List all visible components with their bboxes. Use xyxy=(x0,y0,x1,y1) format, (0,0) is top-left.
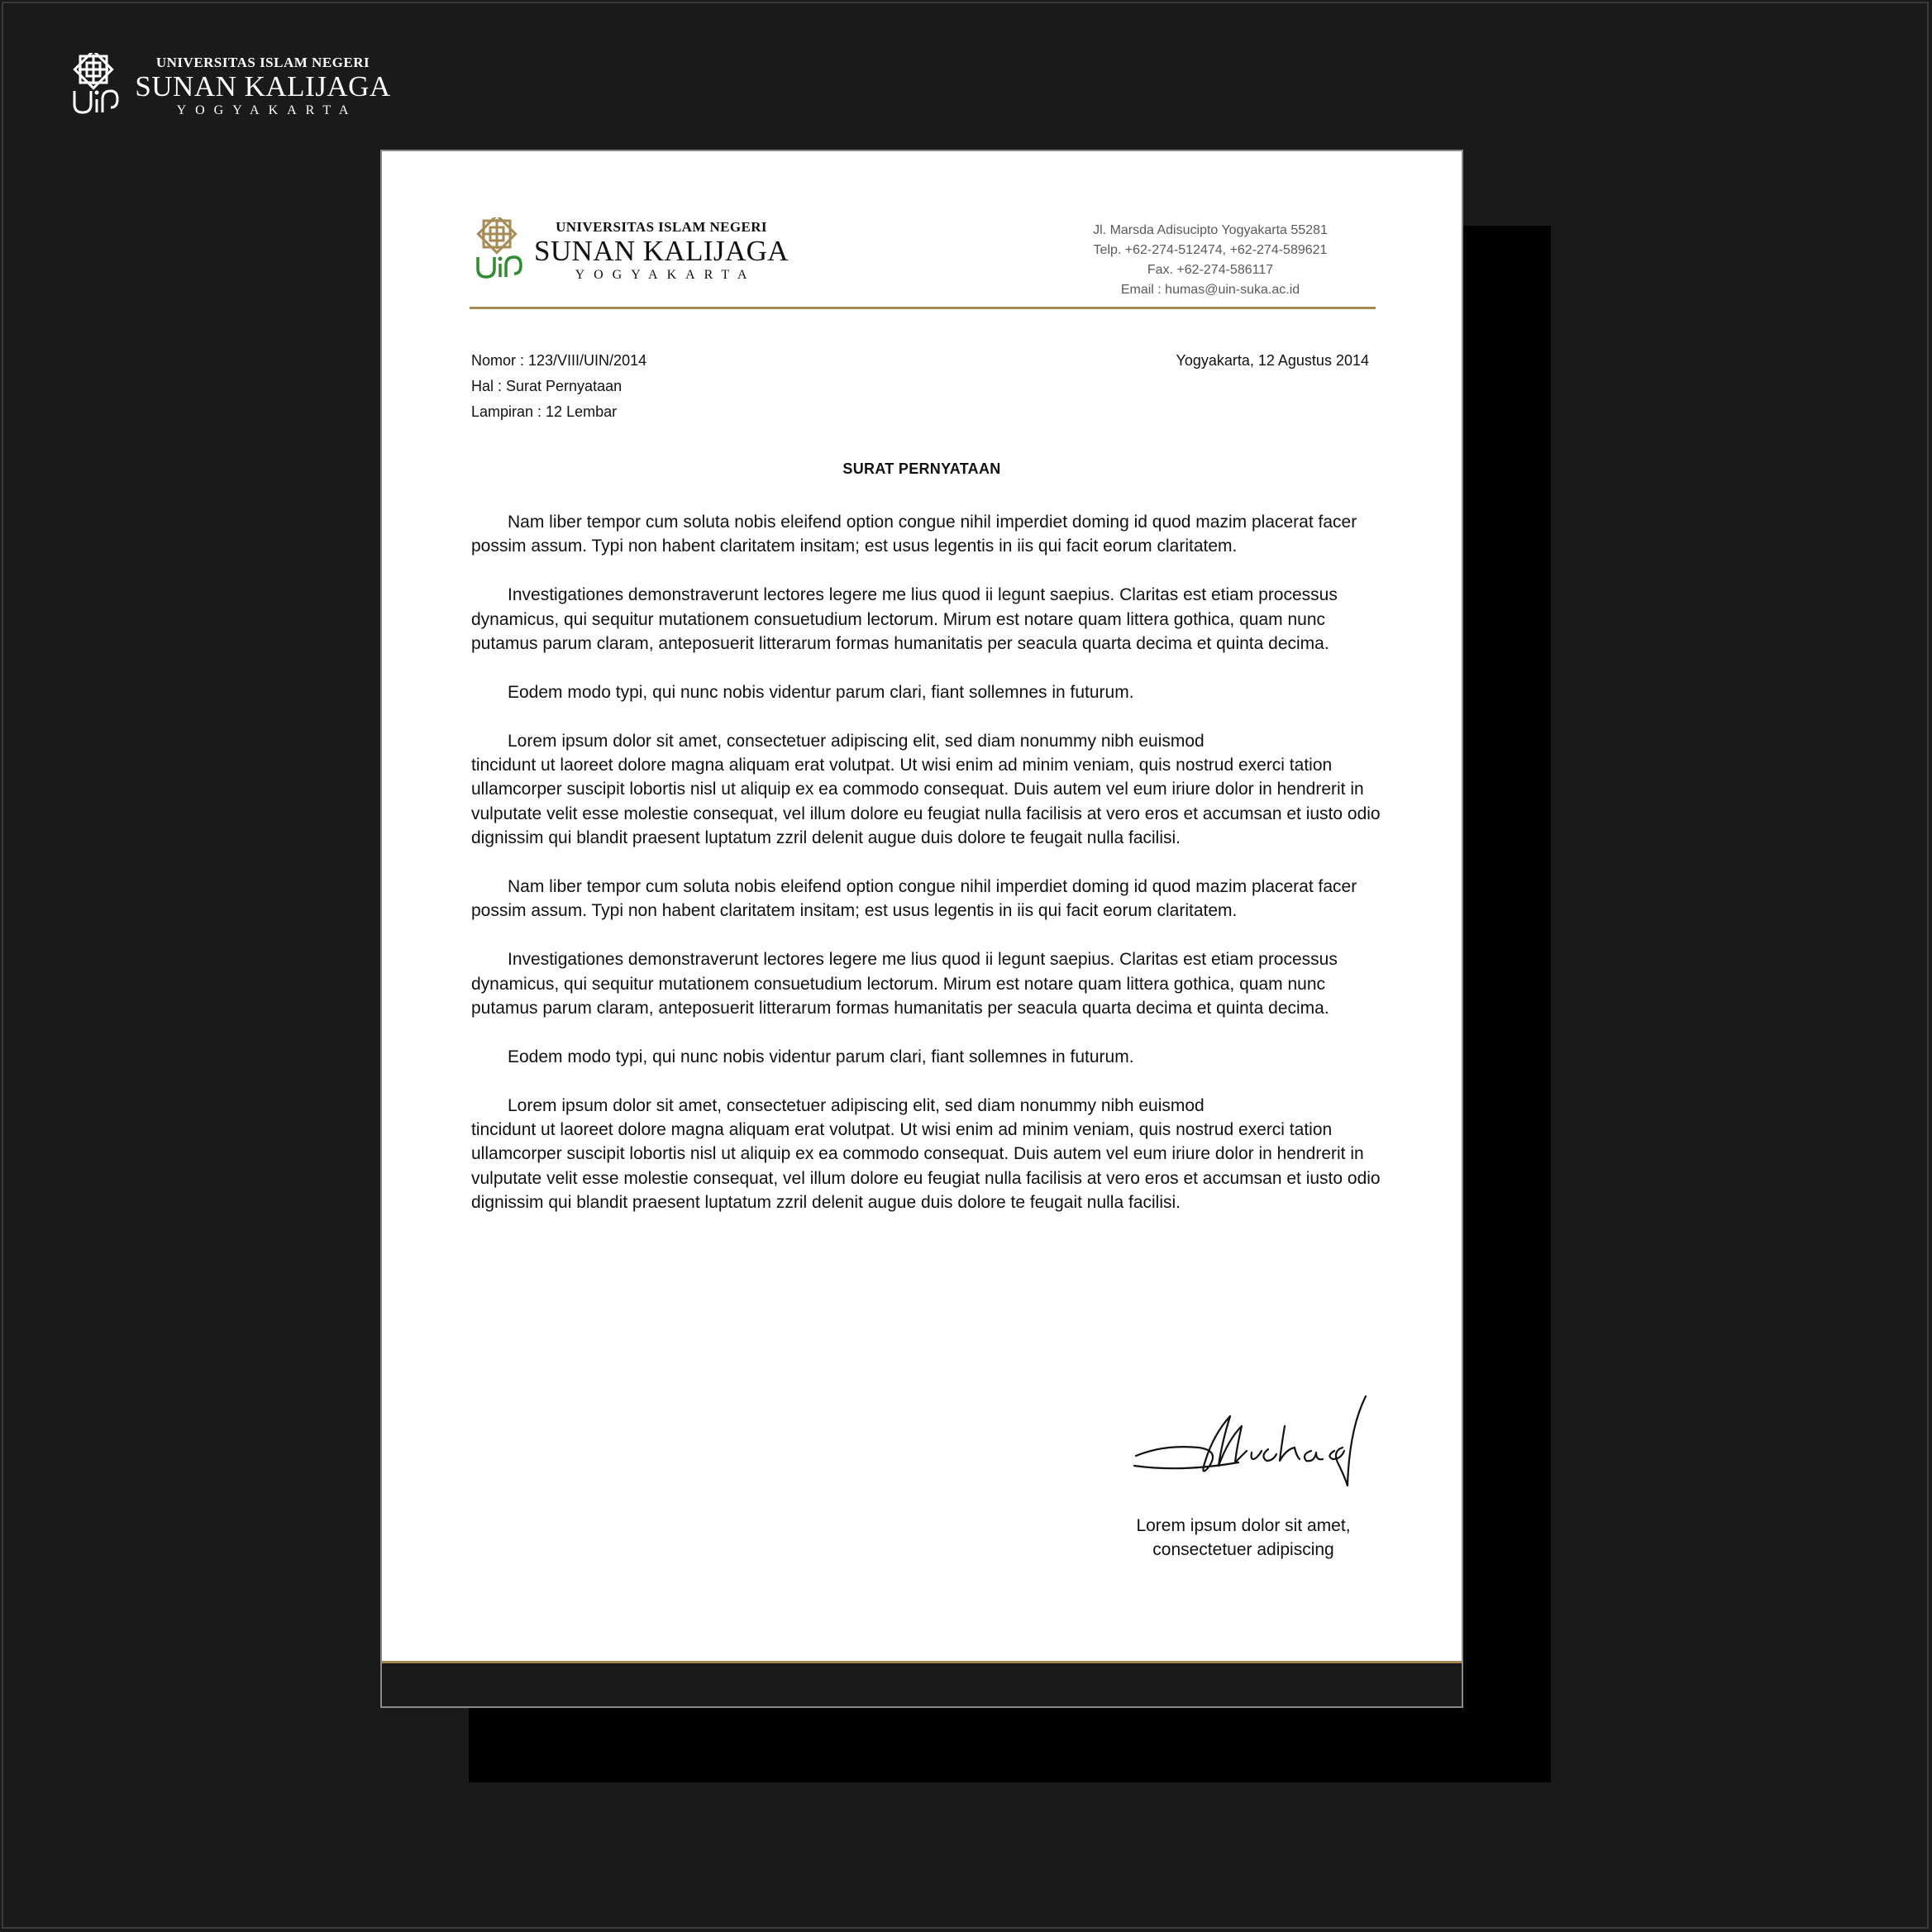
letter-nomor: Nomor : 123/VIII/UIN/2014 xyxy=(471,352,647,369)
body-paragraph: Investigationes demonstraverunt lectores legere me lius quod ii legunt saepius. Claritas est etiam processus dynamicus, qui sequitur mutationem consuetudium lectorum. Mirum est notare quam littera gothica, quam nunc putamus parum claram, anteposuerit litterarum formas humanitatis per seacula quarta decima et quinta decima. xyxy=(471,950,1338,1018)
letter-body xyxy=(471,510,1381,1239)
letterhead-contact xyxy=(946,221,1376,300)
letterhead-text xyxy=(529,219,794,283)
contact-phone: Telp. +62-274-512474, +62-274-589621 xyxy=(1093,243,1328,257)
body-paragraph: Lorem ipsum dolor sit amet, consectetuer adipiscing elit, sed diam nonummy nibh euismod tincidunt ut laoreet dolore magna aliquam erat volutpat. Ut wisi enim ad minim veniam, quis nostrud exerci tation ullamcorper suscipit lobortis nisl ut aliquip ex ea commodo consequat. Duis autem vel eum iriure dolor in hendrerit in vulputate velit esse molestie consequat, vel illum dolore eu feugiat nulla facilisis at vero eros et accumsan et iusto odio dignissim qui blandit praesent luptatum zzril delenit augue duis dolore te feugait nulla facilisi. xyxy=(471,731,1381,848)
brand-name-line: SUNAN KALIJAGA xyxy=(135,70,391,103)
letter-date: Yogyakarta, 12 Agustus 2014 xyxy=(1176,352,1369,369)
letterhead-divider xyxy=(470,307,1376,309)
body-paragraph: Investigationes demonstraverunt lectores legere me lius quod ii legunt saepius. Claritas est etiam processus dynamicus, qui sequitur mutationem consuetudium lectorum. Mirum est notare quam littera gothica, quam nunc putamus parum claram, anteposuerit litterarum formas humanitatis per seacula quarta decima et quinta decima. xyxy=(471,585,1338,654)
brand-city-line: YOGYAKARTA xyxy=(176,103,358,117)
letter-lampiran: Lampiran : 12 Lembar xyxy=(471,403,618,420)
brand-university-line: UNIVERSITAS ISLAM NEGERI xyxy=(155,55,370,70)
uin-emblem-icon xyxy=(66,53,121,124)
paper-footer-band xyxy=(382,1661,1462,1706)
letterhead-city-line: YOGYAKARTA xyxy=(575,268,756,282)
body-paragraph: Eodem modo typi, qui nunc nobis videntur parum clari, fiant sollemnes in futurum. xyxy=(508,682,1134,702)
letterhead-university-line: UNIVERSITAS ISLAM NEGERI xyxy=(556,219,767,235)
body-paragraph: Nam liber tempor cum soluta nobis eleifend option congue nihil imperdiet doming id quod mazim placerat facer possim assum. Typi non habent claritatem insitam; est usus legentis in iis qui facit eorum claritatem. xyxy=(471,513,1357,556)
brand-text xyxy=(131,53,395,118)
contact-fax: Fax. +62-274-586117 xyxy=(1147,263,1274,277)
contact-address: Jl. Marsda Adisucipto Yogyakarta 55281 xyxy=(1093,223,1328,237)
letter-title: SURAT PERNYATAAN xyxy=(842,460,1001,477)
body-paragraph: Lorem ipsum dolor sit amet, consectetuer adipiscing elit, sed diam nonummy nibh euismod tincidunt ut laoreet dolore magna aliquam erat volutpat. Ut wisi enim ad minim veniam, quis nostrud exerci tation ullamcorper suscipit lobortis nisl ut aliquip ex ea commodo consequat. Duis autem vel eum iriure dolor in hendrerit in vulputate velit esse molestie consequat, vel illum dolore eu feugiat nulla facilisis at vero eros et accumsan et iusto odio dignissim qui blandit praesent luptatum zzril delenit augue duis dolore te feugait nulla facilisi. xyxy=(471,1095,1381,1213)
signature-caption xyxy=(1109,1514,1377,1562)
uin-emblem-icon xyxy=(470,217,524,289)
signature-caption-line2: consectetuer adipiscing xyxy=(1152,1540,1334,1559)
contact-email: Email : humas@uin-suka.ac.id xyxy=(1120,283,1300,297)
signature-caption-line1: Lorem ipsum dolor sit amet, xyxy=(1136,1516,1351,1535)
letter-meta xyxy=(471,348,646,425)
letter-paper xyxy=(380,150,1463,1708)
body-paragraph: Nam liber tempor cum soluta nobis eleifend option congue nihil imperdiet doming id quod mazim placerat facer possim assum. Typi non habent claritatem insitam; est usus legentis in iis qui facit eorum claritatem. xyxy=(471,877,1357,921)
letterhead-name-line: SUNAN KALIJAGA xyxy=(534,235,789,267)
body-paragraph: Eodem modo typi, qui nunc nobis videntur parum clari, fiant sollemnes in futurum. xyxy=(508,1047,1134,1066)
letter-hal: Hal : Surat Pernyataan xyxy=(471,378,623,394)
signature-icon xyxy=(1131,1393,1371,1500)
